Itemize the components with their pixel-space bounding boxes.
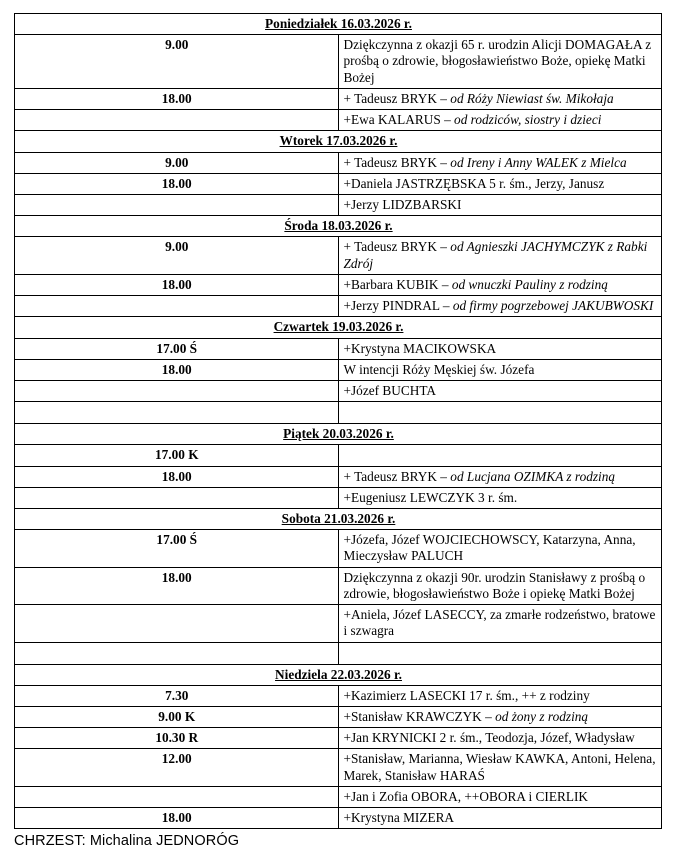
mass-intention [338, 237, 662, 274]
day-header: Wtorek 17.03.2026 r. [15, 131, 662, 152]
intention-text: +Józef BUCHTA [343, 382, 436, 398]
intention-text: + Tadeusz BRYK – [343, 154, 451, 170]
intention-text: +Daniela JASTRZĘBSKA 5 r. śm., Jerzy, Janusz [343, 175, 605, 191]
mass-intention [338, 749, 662, 786]
mass-time [15, 110, 339, 131]
mass-time: 7.30 [15, 685, 339, 706]
table-row [15, 380, 662, 401]
intention-text: +Krystyna MACIKOWSKA [343, 340, 497, 356]
intention-text: +Krystyna MIZERA [343, 810, 455, 826]
spacer-entry-cell [338, 402, 662, 424]
mass-time: 9.00 K [15, 707, 339, 728]
table-row [15, 445, 662, 466]
day-header-row [15, 509, 662, 530]
table-row [15, 35, 662, 89]
mass-intention [338, 707, 662, 728]
mass-intention [338, 685, 662, 706]
mass-intention [338, 173, 662, 194]
table-row [15, 605, 662, 642]
intention-text: +Kazimierz LASECKI 17 r. śm., ++ z rodziny [343, 687, 590, 703]
intention-donor: od wnuczki Pauliny z rodziną [451, 276, 608, 292]
mass-time: 17.00 Ś [15, 530, 339, 567]
intention-text: +Aniela, Józef LASECCY, za zmarłe rodzeństwo, bratowe i szwagra [343, 607, 656, 639]
table-row [15, 707, 662, 728]
intention-text: + Tadeusz BRYK – [343, 90, 451, 106]
day-header-row [15, 14, 662, 35]
mass-time [15, 786, 339, 807]
spacer-row [15, 402, 662, 424]
intention-text: + Tadeusz BRYK – [343, 239, 451, 255]
table-row [15, 786, 662, 807]
table-row [15, 808, 662, 829]
day-header: Piątek 20.03.2026 r. [15, 424, 662, 445]
mass-intention [338, 487, 662, 508]
table-body [15, 14, 662, 829]
mass-intention [338, 152, 662, 173]
mass-time: 17.00 K [15, 445, 339, 466]
table-row [15, 466, 662, 487]
table-row [15, 338, 662, 359]
intention-text: +Jan KRYNICKI 2 r. śm., Teodozja, Józef, Władysław [343, 730, 635, 746]
day-header-row [15, 424, 662, 445]
table-row [15, 359, 662, 380]
day-header-row [15, 317, 662, 338]
mass-intention [338, 808, 662, 829]
table-row [15, 296, 662, 317]
table-row [15, 152, 662, 173]
mass-time: 9.00 [15, 35, 339, 89]
table-row [15, 237, 662, 274]
intention-text: W intencji Róży Męskiej św. Józefa [343, 361, 535, 377]
day-header: Środa 18.03.2026 r. [15, 216, 662, 237]
intention-text: +Jerzy PINDRAL – [343, 298, 453, 314]
mass-intention [338, 728, 662, 749]
mass-time: 12.00 [15, 749, 339, 786]
mass-intention [338, 359, 662, 380]
intention-text: +Józefa, Józef WOJCIECHOWSCY, Katarzyna, Anna, Mieczysław PALUCH [343, 532, 636, 564]
intention-text: +Jerzy LIDZBARSKI [343, 196, 462, 212]
intention-text: +Jan i Zofia OBORA, ++OBORA i CIERLIK [343, 788, 588, 804]
table-row [15, 194, 662, 215]
table-row [15, 274, 662, 295]
mass-time [15, 194, 339, 215]
mass-time: 18.00 [15, 808, 339, 829]
mass-intention [338, 274, 662, 295]
day-header-row [15, 664, 662, 685]
spacer-entry-cell [338, 642, 662, 664]
mass-time [15, 380, 339, 401]
table-row [15, 685, 662, 706]
table-row [15, 173, 662, 194]
intention-text: +Stanisław, Marianna, Wiesław KAWKA, Antoni, Helena, Marek, Stanisław HARAŚ [343, 751, 656, 783]
intention-donor: od żony z rodziną [495, 709, 589, 724]
spacer-row [15, 642, 662, 664]
intention-text: + Tadeusz BRYK – [343, 468, 451, 484]
mass-time: 18.00 [15, 567, 339, 604]
day-header: Niedziela 22.03.2026 r. [15, 664, 662, 685]
spacer-time-cell [15, 642, 339, 664]
mass-time: 9.00 [15, 237, 339, 274]
mass-intention [338, 35, 662, 89]
table-row [15, 88, 662, 109]
mass-intention [338, 786, 662, 807]
day-header: Poniedziałek 16.03.2026 r. [15, 14, 662, 35]
table-row [15, 530, 662, 567]
intention-text: +Eugeniusz LEWCZYK 3 r. śm. [343, 489, 518, 505]
intention-donor: od Róży Niewiast św. Mikołaja [450, 90, 614, 106]
table-row [15, 749, 662, 786]
mass-intention [338, 194, 662, 215]
mass-intention [338, 466, 662, 487]
mass-time: 17.00 Ś [15, 338, 339, 359]
mass-intention [338, 530, 662, 567]
intention-text: Dziękczynna z okazji 90r. urodzin Stanisławy z prośbą o zdrowie, błogosławieństwo Boże i opiekę Matki Bożej [343, 569, 646, 601]
intention-text: Dziękczynna z okazji 65 r. urodzin Alicji DOMAGAŁA z prośbą o zdrowie, błogosławieństwo Boże, opiekę Matki Bożej [343, 37, 652, 85]
mass-time: 18.00 [15, 88, 339, 109]
intention-donor: od rodziców, siostry i dzieci [454, 112, 602, 128]
mass-intention [338, 296, 662, 317]
intention-donor: od Lucjana OZIMKA z rodziną [450, 468, 616, 484]
table-row [15, 567, 662, 604]
mass-time: 10.30 R [15, 728, 339, 749]
intention-text: +Stanisław KRAWCZYK – [343, 709, 496, 724]
mass-intention [338, 338, 662, 359]
intention-donor: od Ireny i Anny WALEK z Mielca [450, 154, 627, 170]
mass-intentions-table [14, 13, 662, 829]
intention-donor: od firmy pogrzebowej JAKUBWOSKI [452, 298, 654, 314]
mass-time: 18.00 [15, 466, 339, 487]
mass-time: 18.00 [15, 274, 339, 295]
mass-time: 18.00 [15, 173, 339, 194]
mass-time [15, 487, 339, 508]
mass-time [15, 605, 339, 642]
table-row [15, 110, 662, 131]
mass-time [15, 296, 339, 317]
table-row [15, 728, 662, 749]
intention-donor: od Agnieszki JACHYMCZYK z Rabki Zdrój [343, 239, 648, 271]
day-header-row [15, 216, 662, 237]
intention-text: +Ewa KALARUS – [343, 112, 455, 128]
spacer-time-cell [15, 402, 339, 424]
day-header: Czwartek 19.03.2026 r. [15, 317, 662, 338]
mass-intention [338, 88, 662, 109]
mass-intention [338, 110, 662, 131]
mass-intention [338, 605, 662, 642]
mass-time: 9.00 [15, 152, 339, 173]
mass-intention [338, 380, 662, 401]
baptism-note: CHRZEST: Michalina JEDNORÓG [14, 833, 240, 850]
day-header-row [15, 131, 662, 152]
mass-intention [338, 567, 662, 604]
mass-time: 18.00 [15, 359, 339, 380]
mass-intention [338, 445, 662, 466]
day-header: Sobota 21.03.2026 r. [15, 509, 662, 530]
intention-text: +Barbara KUBIK – [343, 276, 452, 292]
table-row [15, 487, 662, 508]
